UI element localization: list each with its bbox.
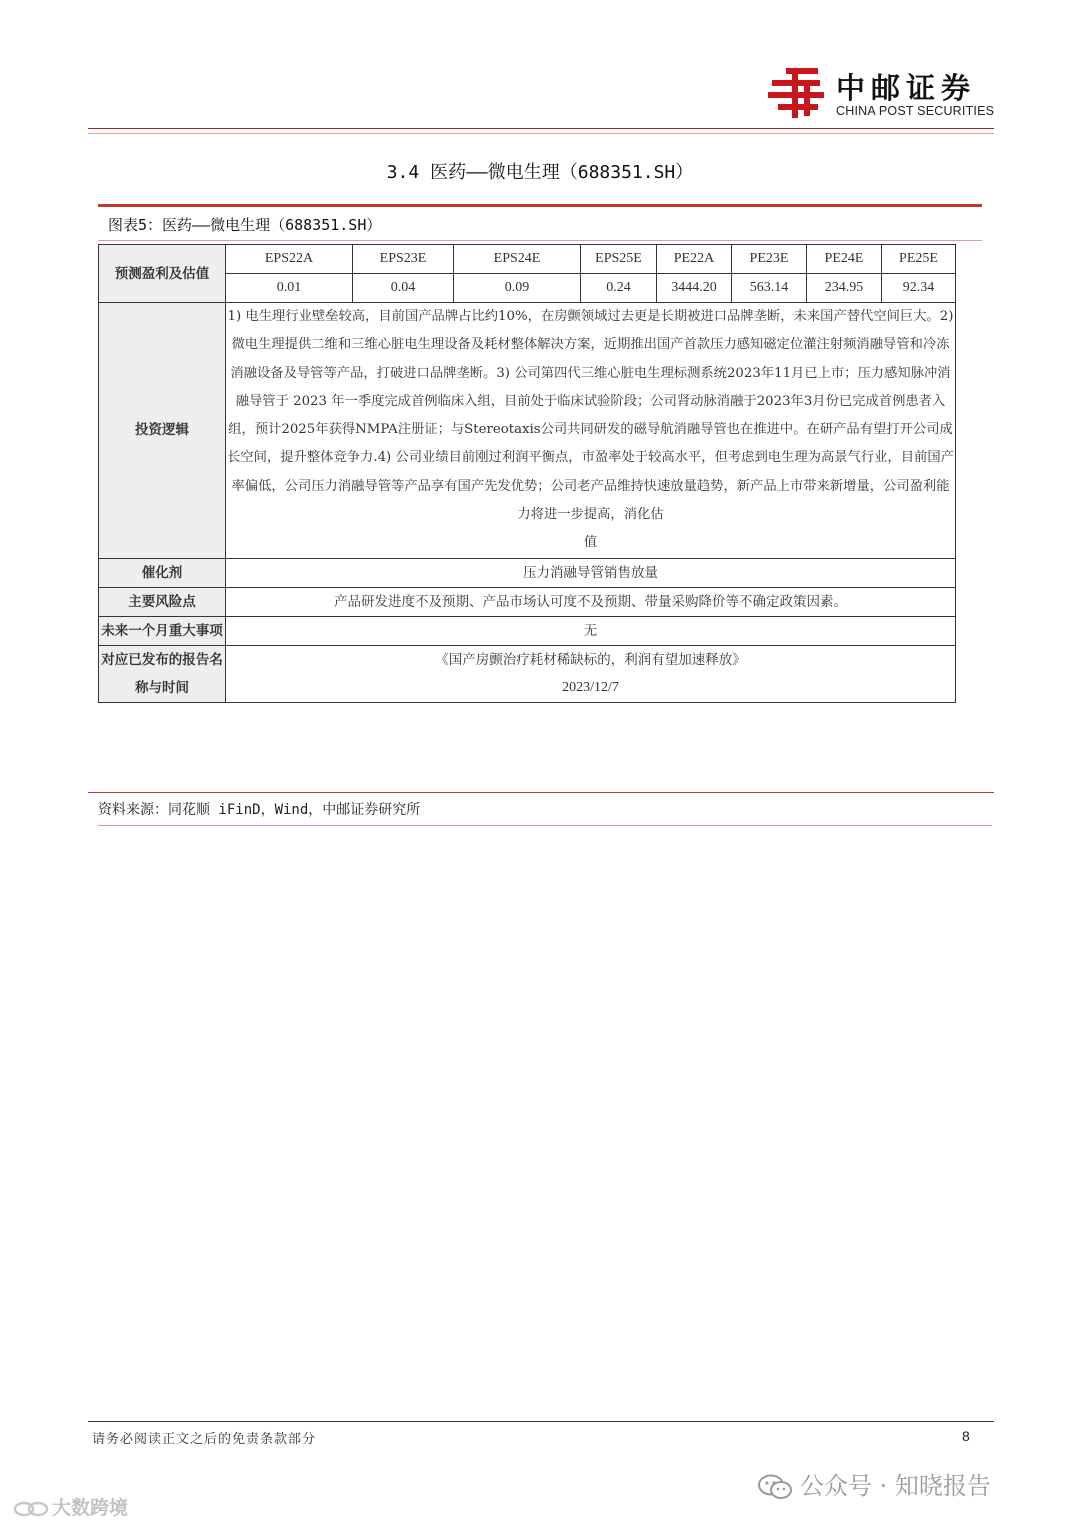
events-label: 未来一个月重大事项	[99, 616, 226, 645]
valuation-header-cell: EPS22A	[226, 245, 353, 274]
events-text: 无	[226, 616, 956, 645]
brand-name-cn: 中邮证券	[836, 71, 977, 105]
valuation-value-cell: 0.09	[454, 274, 581, 303]
valuation-header-row	[99, 245, 956, 274]
figure-title-underline	[98, 240, 982, 241]
risk-row	[99, 587, 956, 616]
link-icon	[12, 1500, 52, 1518]
china-post-logo-icon	[768, 66, 828, 122]
corner-watermark-text: 大数跨境	[52, 1497, 129, 1519]
source-note: 资料来源：同花顺 iFinD，Wind，中邮证券研究所	[98, 802, 421, 818]
valuation-header-cell: PE24E	[807, 245, 882, 274]
valuation-header-cell: EPS25E	[581, 245, 657, 274]
wechat-watermark	[758, 1466, 991, 1501]
valuation-value-cell: 0.04	[353, 274, 454, 303]
catalyst-label: 催化剂	[99, 558, 226, 587]
catalyst-text: 压力消融导管销售放量	[226, 558, 956, 587]
corner-watermark	[12, 1493, 128, 1520]
logic-text-last: 值	[583, 535, 598, 551]
events-row	[99, 616, 956, 645]
report-cell	[226, 645, 956, 702]
valuation-header-cell: PE22A	[657, 245, 732, 274]
report-name: 《国产房颤治疗耗材稀缺标的，利润有望加速释放》	[435, 651, 746, 668]
catalyst-row	[99, 558, 956, 587]
header-divider	[88, 128, 994, 129]
figure-title: 图表5：医药——微电生理（688351.SH）	[108, 216, 382, 234]
logic-label: 投资逻辑	[99, 303, 226, 559]
header-divider-thin	[88, 133, 994, 134]
valuation-label: 预测盈利及估值	[99, 245, 226, 303]
stock-info-table	[98, 244, 956, 703]
brand-name-en: CHINA POST SECURITIES	[836, 104, 995, 118]
valuation-value-cell: 563.14	[732, 274, 807, 303]
source-divider	[88, 792, 994, 793]
valuation-value-cell: 92.34	[882, 274, 956, 303]
report-date: 2023/12/7	[562, 679, 619, 695]
valuation-value-cell: 3444.20	[657, 274, 732, 303]
section-title: 3.4 医药——微电生理（688351.SH）	[386, 162, 694, 183]
logic-cell	[226, 303, 956, 559]
valuation-value-cell: 0.01	[226, 274, 353, 303]
valuation-header-cell: PE23E	[732, 245, 807, 274]
wechat-icon	[758, 1474, 792, 1500]
valuation-value-cell: 0.24	[581, 274, 657, 303]
valuation-value-row	[99, 274, 956, 303]
wechat-watermark-text: 公众号 · 知晓报告	[800, 1472, 991, 1500]
risk-label: 主要风险点	[99, 587, 226, 616]
valuation-header-cell: EPS23E	[353, 245, 454, 274]
logic-row	[99, 303, 956, 559]
risk-text: 产品研发进度不及预期、产品市场认可度不及预期、带量采购降价等不确定政策因素。	[226, 587, 956, 616]
valuation-header-cell: EPS24E	[454, 245, 581, 274]
logic-text: 1) 电生理行业壁垒较高，目前国产品牌占比约10%，在房颤领域过去更是长期被进口品牌垄断，未来国产替代空间巨大。2) 微电生理提供二维和三维心脏电生理设备及耗材整体解决方案，近期推出国产首款压力感知磁定位灌注射频消融导管和冷冻消融设备及导管等产品，打破进口品牌垄断。3) 公司第四代三维心脏电生理标测系统2023年11月已上市；压力感知脉冲消融导管于 2023 年一季度完成首例临床入组，目前处于临床试验阶段；公司肾动脉消融于2023年3月份已完成首例患者入组，预计2025年获得NMPA注册证；与Stereotaxis公司共同研发的磁导航消融导管也在推进中。在研产品有望打开公司成长空间，提升整体竞争力.4) 公司业绩目前刚过利润平衡点，市盈率处于较高水平，但考虑到电生理为高景气行业，目前国产率偏低，公司压力消融导管等产品享有国产先发优势；公司老产品维持快速放量趋势，新产品上市带来新增量，公司盈利能力将进一步提高，消化估	[227, 309, 954, 523]
figure-title-bar	[98, 204, 982, 207]
footer-divider	[88, 1421, 994, 1422]
page-number: 8	[962, 1428, 970, 1444]
footer-disclaimer: 请务必阅读正文之后的免责条款部分	[92, 1432, 317, 1447]
valuation-header-cell: PE25E	[882, 245, 956, 274]
report-row	[99, 645, 956, 702]
source-underline	[98, 825, 992, 826]
report-label: 对应已发布的报告名称与时间	[99, 645, 226, 702]
valuation-value-cell: 234.95	[807, 274, 882, 303]
